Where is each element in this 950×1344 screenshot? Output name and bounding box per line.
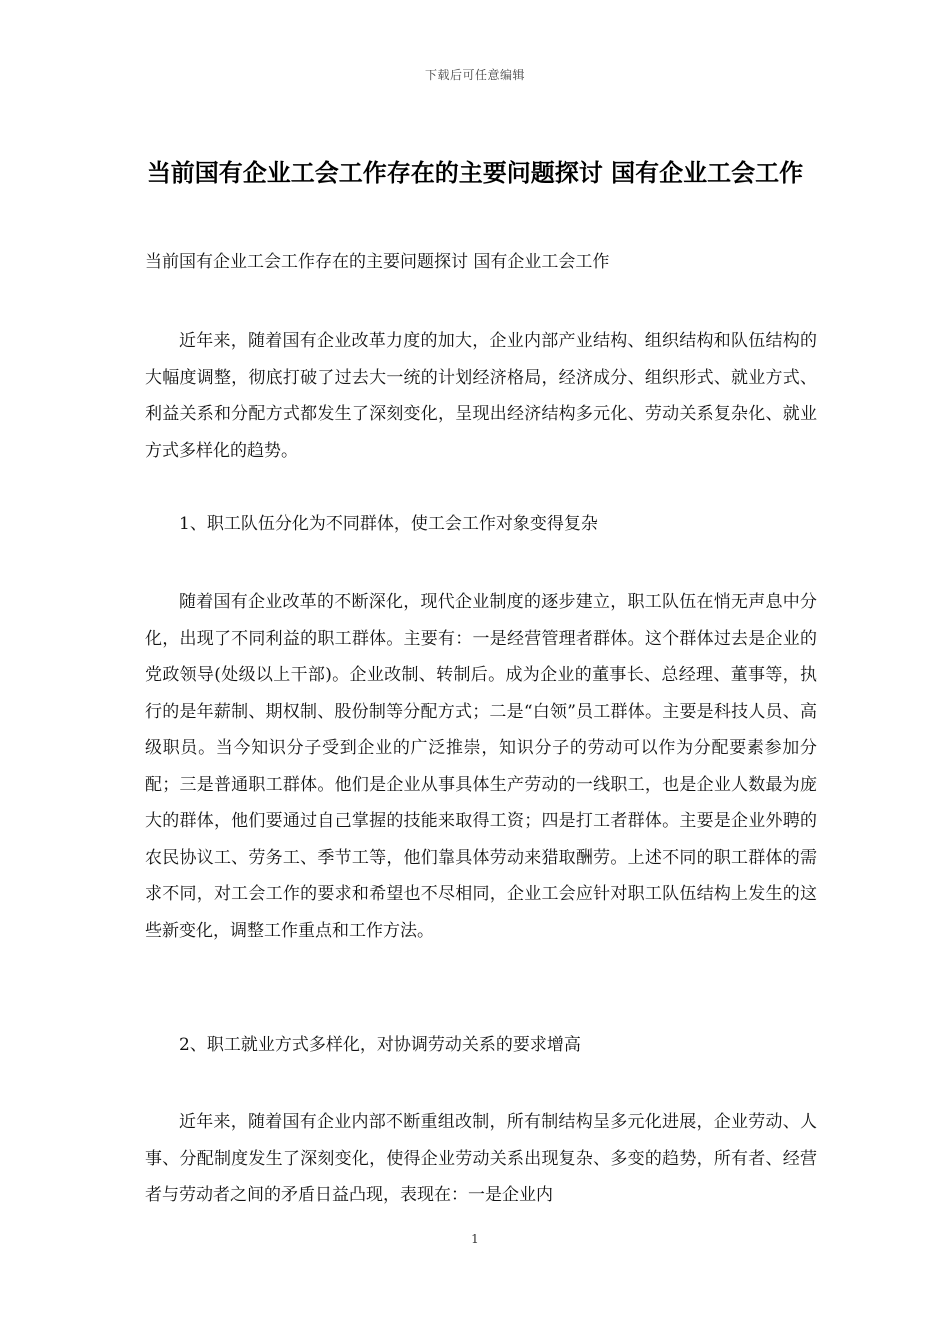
page-header: 下载后可任意编辑 — [424, 68, 525, 82]
document-subtitle: 当前国有企业工会工作存在的主要问题探讨 国有企业工会工作 — [145, 252, 610, 272]
section-heading-1: 1、职工队伍分化为不同群体，使工会工作对象变得复杂 — [179, 514, 598, 534]
paragraph-intro: 近年来，随着国有企业改革力度的加大，企业内部产业结构、组织结构和队伍结构的大幅度调整，彻底打破了过去大一统的计划经济格局，经济成分、组织形式、就业方式、利益关系和分配方式都发生了深刻变化，呈现出经济结构多元化、劳动关系复杂化、就业方式多样化的趋势。 — [145, 331, 817, 461]
document-title: 当前国有企业工会工作存在的主要问题探讨 国有企业工会工作 — [146, 158, 804, 187]
paragraph-employment-diversity: 近年来，随着国有企业内部不断重组改制，所有制结构呈多元化进展，企业劳动、人事、分配制度发生了深刻变化，使得企业劳动关系出现复杂、多变的趋势，所有者、经营者与劳动者之间的矛盾日益凸现，表现在：一是企业内 — [145, 1112, 817, 1205]
section-heading-2: 2、职工就业方式多样化，对协调劳动关系的要求增高 — [179, 1035, 581, 1055]
page-number: 1 — [471, 1232, 479, 1246]
paragraph-worker-groups: 随着国有企业改革的不断深化，现代企业制度的逐步建立，职工队伍在悄无声息中分化，出现了不同利益的职工群体。主要有：一是经营管理者群体。这个群体过去是企业的党政领导(处级以上干部)。企业改制、转制后。成为企业的董事长、总经理、董事等，执行的是年薪制、期权制、股份制等分配方式；二是“白领”员工群体。主要是科技人员、高级职员。当今知识分子受到企业的广泛推崇，知识分子的劳动可以作为分配要素参加分配；三是普通职工群体。他们是企业从事具体生产劳动的一线职工，也是企业人数最为庞大的群体，他们要通过自己掌握的技能来取得工资；四是打工者群体。主要是企业外聘的农民协议工、劳务工、季节工等，他们靠具体劳动来猎取酬劳。上述不同的职工群体的需求不同，对工会工作的要求和希望也不尽相同，企业工会应针对职工队伍结构上发生的这些新变化，调整工作重点和工作方法。 — [145, 592, 817, 941]
